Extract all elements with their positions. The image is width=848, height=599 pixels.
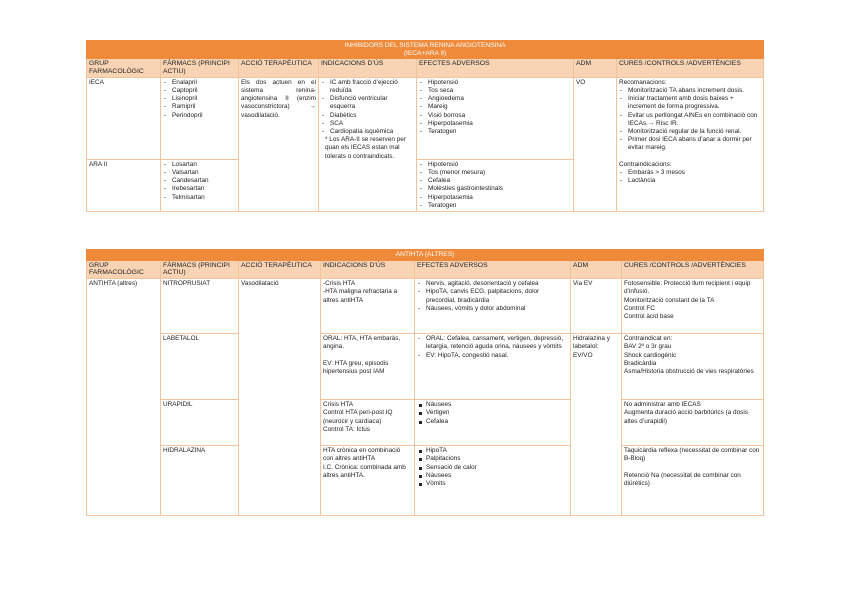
header-cell: ACCIÓ TERAPÈUTICA <box>239 59 319 78</box>
cares-title: Contraindicat en: <box>624 335 673 343</box>
list-item: - Candesartan <box>163 177 236 185</box>
table-title-row <box>87 41 764 59</box>
list-item: - Valsartan <box>163 169 236 177</box>
list-item: - Iniciar tractament amb dosis baixes + increment de forma progressiva. <box>619 95 761 111</box>
cares-cell <box>622 334 764 400</box>
indication-line: ORAL: HTA, HTA embaràs, angina. <box>323 335 401 351</box>
list-item: - Ramipril <box>163 103 236 111</box>
table-row-nitroprusiat <box>87 279 764 334</box>
indication-line: -Crisis HTA <box>323 280 356 288</box>
list-item: - Hipotensió <box>419 79 571 87</box>
header-cell: CURES /CONTROLS /ADVERTÈNCIES <box>617 59 764 78</box>
adverse-cell <box>417 77 574 159</box>
list-item: Nàusees <box>417 401 568 409</box>
cares-line: Retenció Na (necessitat de combinar con diürètics) <box>624 471 741 487</box>
list-item: Vertigen <box>417 409 568 417</box>
list-item: - Enalapril <box>163 79 236 87</box>
contraindications-title: Contraindicacions: <box>619 160 672 168</box>
cares-line: Taquicàrdia reflexa (necessitat de combinar con B-Bloq) <box>624 447 760 463</box>
indications-cell <box>321 400 415 446</box>
group-cell: IECA <box>87 77 161 159</box>
table-row-labetalol <box>87 334 764 400</box>
cares-line: Control FC <box>624 304 655 312</box>
list-item: - Lactància <box>619 177 761 185</box>
list-item: - Telmisartan <box>163 194 236 202</box>
header-cell: INDICACIONS D’ÚS <box>319 59 417 78</box>
indications-note: * Los ARA-II se reserven per quan els IECAS estan mal tolerats o contraindicats. <box>325 136 406 160</box>
drug-cell: URAPIDIL <box>161 400 239 446</box>
table-subtitle: (IECA+ARA II) <box>403 49 447 57</box>
list-item: Palpitacions <box>417 455 568 463</box>
indications-cell <box>321 279 415 334</box>
list-item: - Perindopril <box>163 112 236 120</box>
list-item: - Monitorització regular de la funció renal. <box>619 128 761 136</box>
cares-cell <box>622 279 764 334</box>
drugs-cell <box>161 159 239 211</box>
table-row-urapidil <box>87 400 764 446</box>
list-item: - Captopril <box>163 87 236 95</box>
list-item: - Teratogen <box>419 202 571 210</box>
indications-cell <box>321 446 415 516</box>
table-row-hidralazina <box>87 446 764 516</box>
list-item: - SCA <box>321 120 414 128</box>
list-item: - Cardiopatia isquèmica <box>321 128 414 136</box>
drug-cell: LABETALOL <box>161 334 239 400</box>
cares-cell <box>622 400 764 446</box>
drug-cell: HIDRALAZINA <box>161 446 239 516</box>
list-item: - Embaràs > 3 mesos <box>619 169 761 177</box>
cares-line: Control àcid base <box>624 313 674 320</box>
list-item: Cefalea <box>417 418 568 426</box>
header-row <box>87 59 764 78</box>
cares-line: Shock cardiogènic <box>624 351 677 359</box>
list-item: - ORAL: Cefalea, cansament, vertigen, depressió, letargia, retenció aguda orina, nàusees y vòmits <box>417 335 568 351</box>
header-cell: ADM <box>574 59 617 78</box>
indication-line: HTA crònica en combinació con altres antiHTA <box>323 447 401 463</box>
indication-line: Crisis HTA <box>323 401 354 409</box>
list-item: - Diabètics <box>321 112 414 120</box>
list-item: Nàusees <box>417 472 568 480</box>
list-item: - Lisinopril <box>163 95 236 103</box>
cares-line: No administrar amb IECAS <box>624 401 701 409</box>
list-item: - Cefalea <box>419 177 571 185</box>
table-title: INHIBIDORS DEL SISTEMA RENINA ANGIOTENSINA <box>344 42 506 49</box>
indication-line: -HTA maligna refractaria a altres antiHTA <box>323 288 398 304</box>
cares-line: Augmenta duració acció barbitúrics (a dosis altes d’urapidil) <box>624 409 748 425</box>
list-item: HipoTA <box>417 447 568 455</box>
table-title-row <box>87 250 764 261</box>
list-item: - Teratogen <box>419 128 571 136</box>
list-item: - Hiperpotasemia <box>419 194 571 202</box>
list-item: - Evitar us perllongat AINEs en combinació con IECAs.→ Risc IR. <box>619 112 761 128</box>
list-item: - Irebesartan <box>163 185 236 193</box>
adm-cell: Via EV <box>571 279 622 334</box>
cares-cell <box>617 77 764 211</box>
list-item: - HipoTA, canvis ECG, palpitacions, dolor precordial, bradicàrdia <box>417 288 568 304</box>
cares-line: Bradicàrdia <box>624 359 657 367</box>
cares-line: BAV 2º o 3r grau <box>624 343 672 351</box>
list-item: - Visió borrosa <box>419 112 571 120</box>
indications-cell <box>319 77 417 211</box>
header-cell: INDICACIONS D’ÚS <box>321 260 415 279</box>
cares-line: Fotosensible: Protecció llum recipient i equip d’infusió. <box>624 280 751 296</box>
action-cell: Els dos actuen en el sistema renina-angiotensina II (enzim vasoconstrictora) → vasodilatació. <box>239 77 319 211</box>
list-item: - Tos seca <box>419 87 571 95</box>
cares-line: Asma/Historia obstrucció de vies respiratòries <box>624 368 754 375</box>
list-item: - Nervis, agitació, desorientació y cefalea <box>417 280 568 288</box>
list-item: - Disfunció ventricular esquerra <box>321 95 414 111</box>
list-item: Sensació de calor <box>417 464 568 472</box>
header-row <box>87 260 764 279</box>
list-item: - Tos (menor mesura) <box>419 169 571 177</box>
cares-cell <box>622 446 764 516</box>
antihta-table <box>86 249 764 516</box>
group-cell: ANTIHTA (altres) <box>87 279 161 516</box>
list-item: - Monitorització TA abans increment dosis. <box>619 87 761 95</box>
list-item: - Hiperpotasemia <box>419 120 571 128</box>
adverse-cell <box>417 159 574 211</box>
list-item: - EV: HipoTA, congestió nasal. <box>417 352 568 360</box>
drug-cell: NITROPRUSIAT <box>161 279 239 334</box>
indication-line: Control TA: Ictus <box>323 425 370 433</box>
action-cell: Vasodilatació <box>239 279 321 516</box>
list-item: - Molèsties gastrointestinals <box>419 185 571 193</box>
header-cell: EFECTES ADVERSOS <box>417 59 574 78</box>
header-cell: GRUP FARMACOLÒGIC <box>87 59 161 78</box>
indications-cell <box>321 334 415 400</box>
drugs-cell <box>161 77 239 159</box>
header-cell: EFECTES ADVERSOS <box>415 260 571 279</box>
list-item: - Hipotensió <box>419 161 571 169</box>
header-cell: ADM <box>571 260 622 279</box>
list-item: Vòmits <box>417 480 568 488</box>
list-item: - IC amb fracció d’ejecció reduïda <box>321 79 414 95</box>
header-cell: ACCIÓ TERAPÈUTICA <box>239 260 321 279</box>
list-item: - Losartan <box>163 161 236 169</box>
group-cell: ARA II <box>87 159 161 211</box>
list-item: - Angioedema <box>419 95 571 103</box>
indication-line: Control HTA peri-post IQ (neurocir y cardiaca) <box>323 409 393 425</box>
adm-cell: VO <box>574 77 617 211</box>
cares-line: Monitorització constant de la TA <box>624 296 715 304</box>
adverse-cell <box>415 446 571 516</box>
header-cell: FÀRMACS (PRINCIPI ACTIU) <box>161 59 239 78</box>
list-item: - Primer dosi IECA abans d’anar a dormir per evitar mareig. <box>619 136 761 152</box>
header-cell: CURES /CONTROLS /ADVERTÈNCIES <box>622 260 764 279</box>
header-cell: FÀRMACS (PRINCIPI ACTIU) <box>161 260 239 279</box>
indication-line: I.C. Crònica: combinada amb altres antiHTA. <box>323 463 406 479</box>
adverse-cell <box>415 334 571 400</box>
adverse-cell <box>415 400 571 446</box>
header-cell: GRUP FARMACOLÒGIC <box>87 260 161 279</box>
adm-cell: Hidralazina y labetalol: EV/VO <box>571 334 622 516</box>
list-item: - Nàusees, vòmits y dolor abdominal <box>417 305 568 313</box>
list-item: - Mareig <box>419 103 571 111</box>
table-title: ANTIHTA (ALTRES) <box>87 250 764 261</box>
table-row-ieca <box>87 77 764 159</box>
indication-line: EV: HTA greu, episodis hipertensius post IAM <box>323 359 389 375</box>
cares-title: Recomanacions: <box>619 78 667 86</box>
adverse-cell <box>415 279 571 334</box>
raas-inhibitors-table <box>86 40 764 212</box>
